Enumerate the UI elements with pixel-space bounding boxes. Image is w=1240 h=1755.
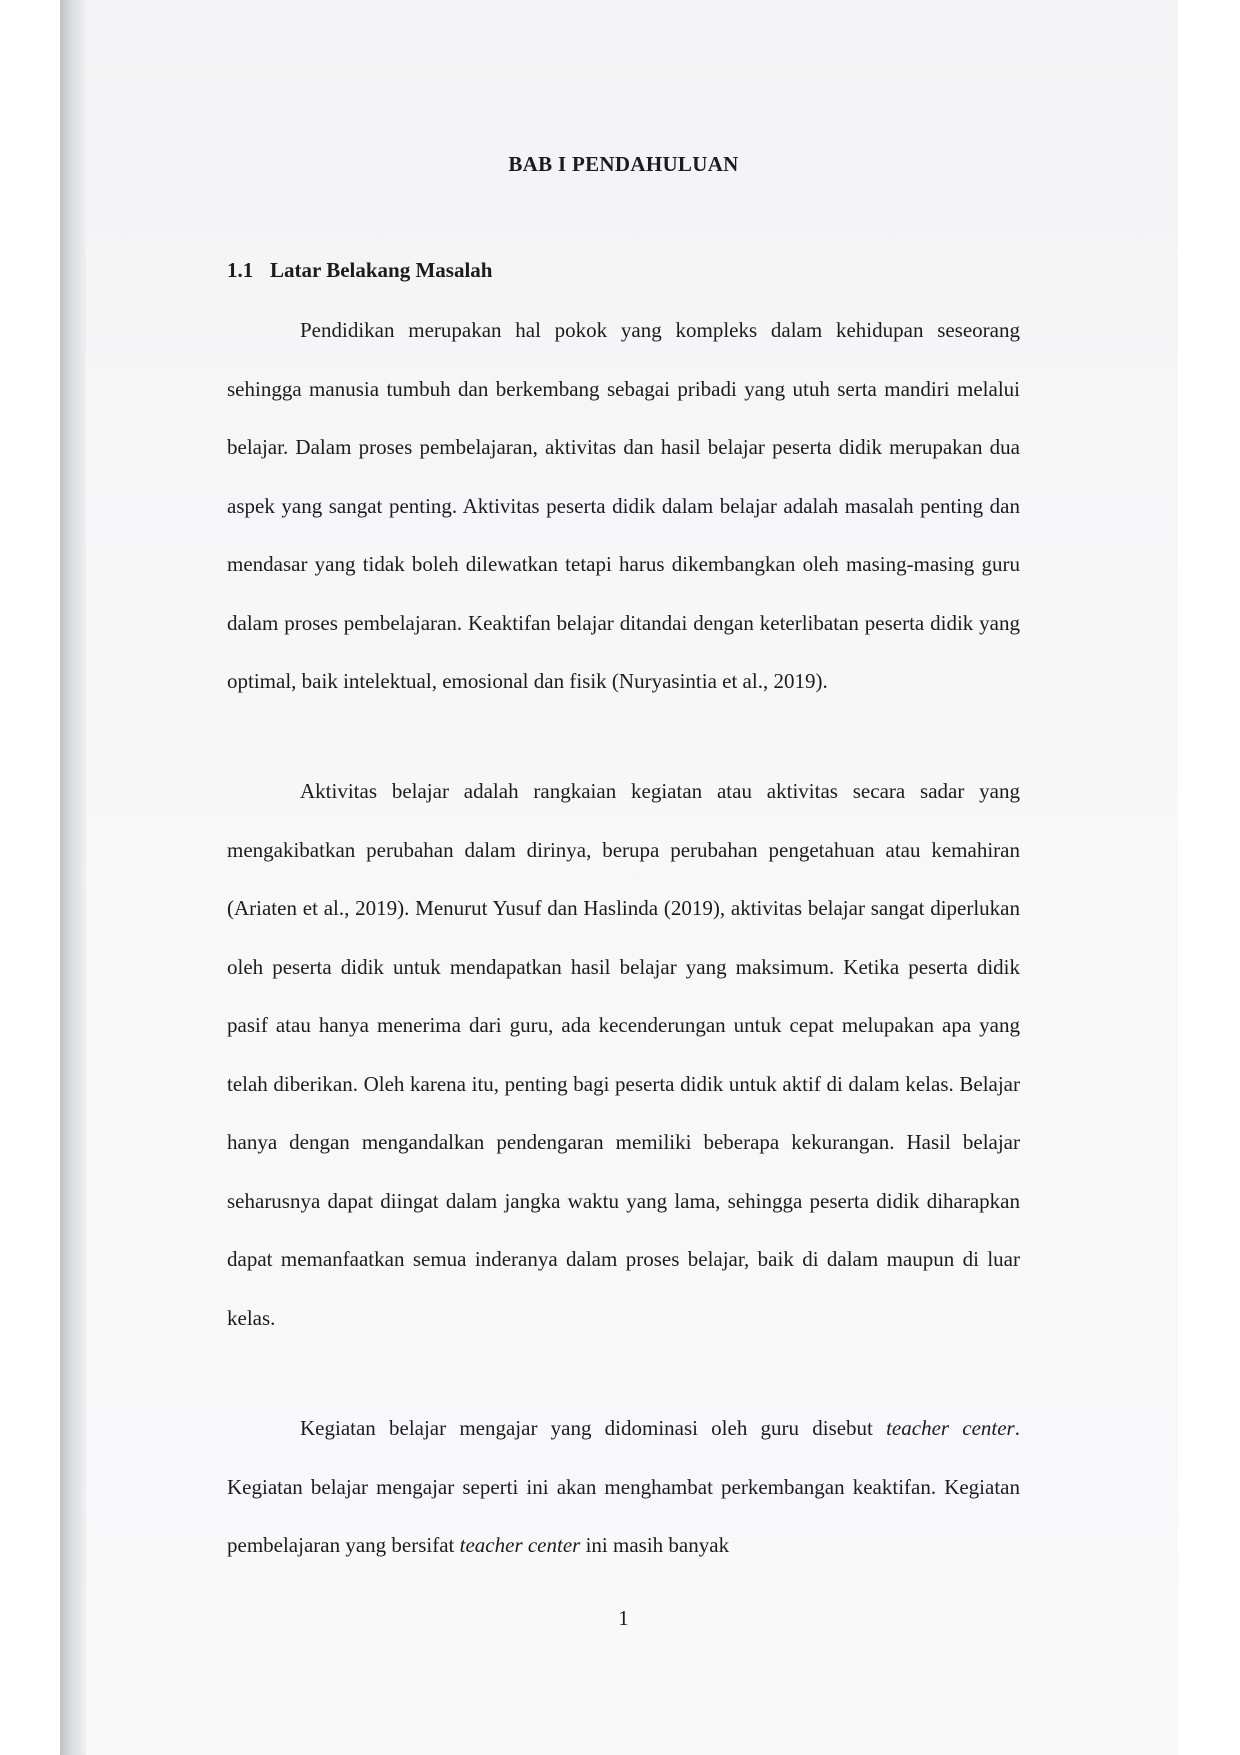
paragraph-2: Aktivitas belajar adalah rangkaian kegiatan atau aktivitas secara sadar yang mengakibatkan perubahan dalam dirinya, berupa perubahan pengetahuan atau kemahiran (Ariaten et al., 2019). Menurut Yusuf dan Haslinda (2019), aktivitas belajar sangat diperlukan oleh peserta didik untuk mendapatkan hasil belajar yang maksimum. Ketika peserta didik pasif atau hanya menerima dari guru, ada kecenderungan untuk cepat melupakan apa yang telah diberikan. Oleh karena itu, penting bagi peserta didik untuk aktif di dalam kelas. Belajar hanya dengan mengandalkan pendengaran memiliki beberapa kekurangan. Hasil belajar seharusnya dapat diingat dalam jangka waktu yang lama, sehingga peserta didik diharapkan dapat memanfaatkan semua inderanya dalam proses belajar, baik di dalam maupun di luar kelas. xyxy=(227,779,1020,1330)
paragraph-3 xyxy=(227,1399,1020,1575)
section-number: 1.1 xyxy=(227,258,254,282)
scan-margin-right xyxy=(1178,0,1240,1755)
paragraph-3-text: . Kegiatan belajar mengajar seperti ini akan menghambat perkembangan keaktifan. Kegiatan pembelajaran yang bersifat xyxy=(227,1416,1020,1557)
italic-term: teacher center xyxy=(886,1416,1015,1440)
section-heading xyxy=(227,258,492,283)
italic-term: teacher center xyxy=(459,1533,581,1557)
scan-margin-left xyxy=(0,0,60,1755)
section-title: Latar Belakang Masalah xyxy=(270,258,493,282)
page-edge-shadow xyxy=(60,0,86,1755)
paragraph-3-text: Kegiatan belajar mengajar yang didominasi oleh guru disebut xyxy=(300,1416,887,1440)
chapter-title: BAB I PENDAHULUAN xyxy=(508,152,739,176)
paragraph-1: Pendidikan merupakan hal pokok yang kompleks dalam kehidupan seseorang sehingga manusia tumbuh dan berkembang sebagai pribadi yang utuh serta mandiri melalui belajar. Dalam proses pembelajaran, aktivitas dan hasil belajar peserta didik merupakan dua aspek yang sangat penting. Aktivitas peserta didik dalam belajar adalah masalah penting dan mendasar yang tidak boleh dilewatkan tetapi harus dikembangkan oleh masing-masing guru dalam proses pembelajaran. Keaktifan belajar ditandai dengan keterlibatan peserta didik yang optimal, baik intelektual, emosional dan fisik (Nuryasintia et al., 2019). xyxy=(227,318,1020,693)
paragraph-3-text: ini masih banyak xyxy=(580,1533,730,1557)
page-number: 1 xyxy=(618,1606,629,1630)
